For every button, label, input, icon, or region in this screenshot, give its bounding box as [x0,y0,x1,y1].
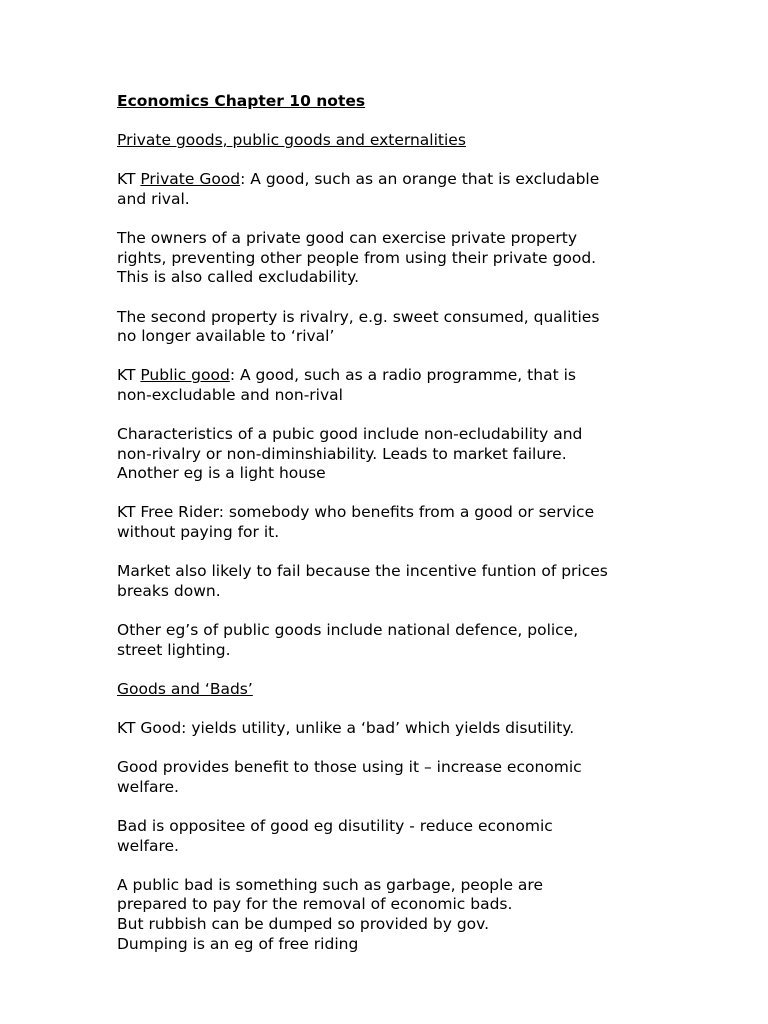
paragraph-line: non-rivalry or non-diminshiability. Leads to market failure. [117,444,567,463]
paragraph-line: breaks down. [117,581,221,600]
kt-public-good-line-2: non-excludable and non-rival [117,385,343,404]
paragraph-line: prepared to pay for the removal of economic bads. [117,895,513,914]
free-rider-paragraph [117,503,657,542]
paragraph-line: Dumping is an eg of free riding [117,934,359,953]
kt-public-good-line-1 [117,366,657,386]
kt-private-good-definition: : A good, such as an orange that is excludable [240,170,600,189]
paragraph-line: Characteristics of a pubic good include non-ecludability and [117,425,583,444]
section-heading-block [117,131,657,151]
kt-public-good-paragraph [117,366,657,405]
paragraph-line: welfare. [117,777,179,796]
paragraph-line: The second property is rivalry, e.g. sweet consumed, qualities [117,307,600,326]
section-heading-block [117,680,657,700]
paragraph-line: KT Good: yields utility, unlike a ‘bad’ which yields disutility. [117,719,575,737]
document-page [117,92,657,974]
paragraph-line: Bad is oppositee of good eg disutility - reduce economic [117,816,553,835]
document-title-block [117,92,657,112]
other-egs-paragraph [117,621,657,660]
characteristics-paragraph [117,425,657,484]
paragraph-line: But rubbish can be dumped so provided by gov. [117,914,490,933]
section-heading-private-public: Private goods, public goods and externalities [117,131,466,150]
paragraph-line: no longer available to ‘rival’ [117,327,335,346]
kt-private-good-paragraph [117,170,657,209]
paragraph-line: Another eg is a light house [117,464,326,483]
kt-private-good-line-2: and rival. [117,189,190,208]
document-title: Economics Chapter 10 notes [117,92,366,110]
market-fail-paragraph [117,562,657,601]
kt-private-good-line-1 [117,170,657,190]
kt-good-paragraph [117,719,657,739]
paragraph-line: welfare. [117,836,179,855]
kt-private-good-term: Private Good [140,170,241,189]
owners-paragraph [117,229,657,288]
paragraph-line: This is also called excludability. [117,268,360,287]
paragraph-line: A public bad is something such as garbage, people are [117,875,543,894]
paragraph-line: street lighting. [117,640,231,659]
section-heading-goods-bads: Goods and ‘Bads’ [117,679,253,698]
bad-paragraph [117,817,657,856]
paragraph-line: Market also likely to fail because the incentive funtion of prices [117,562,608,581]
kt-prefix: KT [117,170,141,189]
public-bad-paragraph [117,876,657,954]
kt-public-good-definition: : A good, such as a radio programme, that is [229,366,576,385]
rivalry-paragraph [117,308,657,347]
paragraph-line: The owners of a private good can exercise private property [117,229,577,248]
paragraph-line: without paying for it. [117,523,280,542]
good-benefit-paragraph [117,758,657,797]
kt-prefix: KT [117,366,141,385]
paragraph-line: Good provides benefit to those using it – increase economic [117,758,582,777]
kt-public-good-term: Public good [140,366,230,385]
paragraph-line: Other eg’s of public goods include national defence, police, [117,621,579,640]
paragraph-line: KT Free Rider: somebody who benefits from a good or service [117,503,595,522]
paragraph-line: rights, preventing other people from using their private good. [117,248,597,267]
